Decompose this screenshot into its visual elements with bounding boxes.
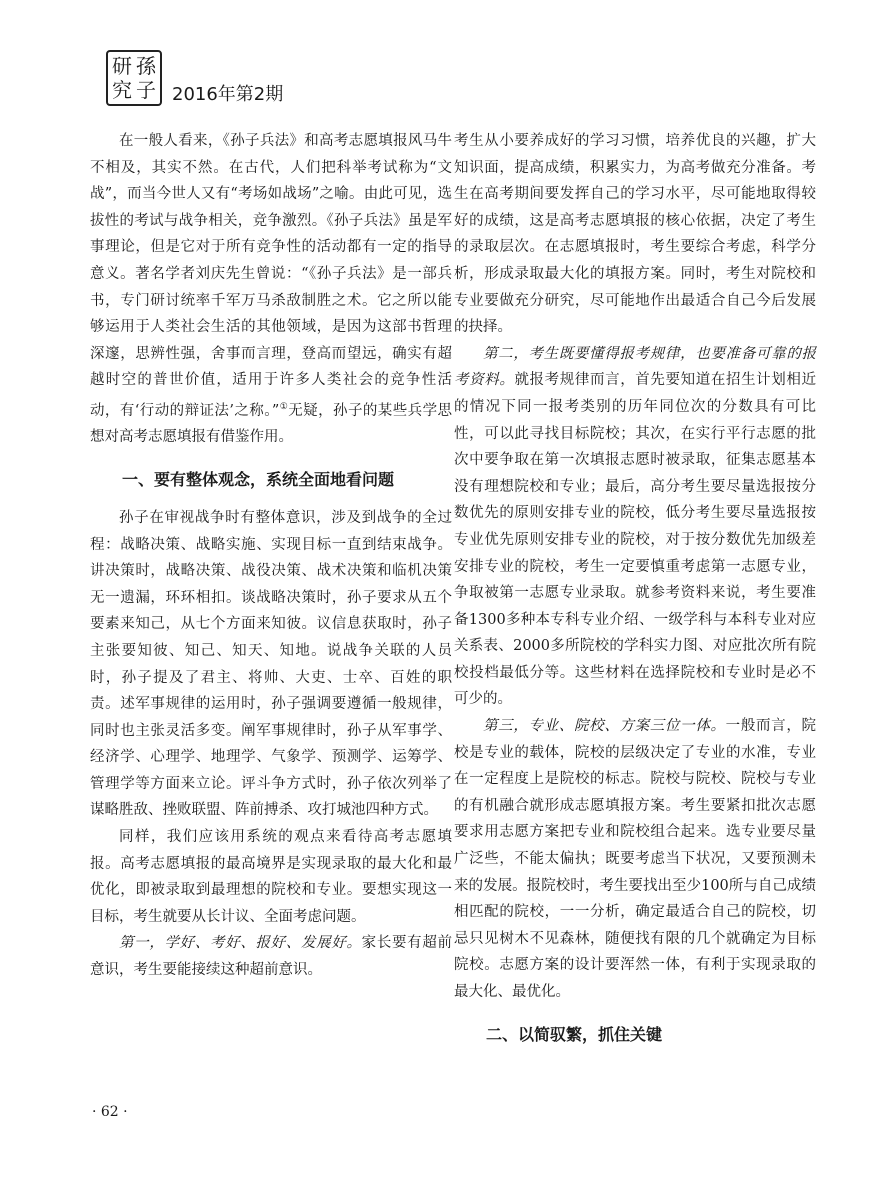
- logo-char: 究: [112, 78, 132, 102]
- paragraph: 第二，考生既要懂得报考规律，也要准备可靠的报考资料。就报考规律而言，首先要知道在招生计划相近的情况下同一报考类别的历年同位次的分数具有可比性，可以此寻找目标院校；其次，在实行平行志愿的批次中要争取在第一次填报志愿时被录取，征集志愿基本没有理想院校和专业；最后，高分考生要尽量选报按分数优先的原则安排专业的院校，低分考生要尽量选报按专业优先原则安排专业的院校，对于按分数优先加级差安排专业的院校，考生一定要慎重考虑第一志愿专业，争取被第一志愿专业录取。就参考资料来说，考生要准备1300多种本专科专业介绍、一级学科与本科专业对应关系表、2000多所院校的学科实力图、对应批次所有院校投档最低分等。这些材料在选择院校和专业时是必不可少的。: [454, 345, 817, 708]
- logo-char: 孫: [136, 54, 156, 78]
- section-heading-2: 二、以简驭繁，抓住关键: [486, 1024, 663, 1044]
- page-header: [78, 50, 818, 110]
- paragraph: 在一般人看来，《孙子兵法》和高考志愿填报风马牛不相及，其实不然。在古代，人们把科举考试称为“文战”，而当今世人又有“考场如战场”之喻。由此可见，选拔性的考试与战争相关，竞争激烈。《孙子兵法》虽是军事理论，但是它对于所有竞争性的活动都有一定的指导意义。著名学者刘庆先生曾说：“《孙子兵法》是一部兵书，专门研讨统率千军万马杀敌制胜之术。它之所以能够运用于人类社会生活的其他领域，是因为这部书哲理深邃，思辨性强，舍事而言理，登高而望远，确实有超越时空的普世价值，适用于许多人类社会的竞争性活动，有‘行动的辩证法’之称。”①无疑，孙子的某些兵学思想对高考志愿填报有借鉴作用。: [90, 133, 452, 446]
- right-column: [454, 128, 816, 1060]
- paragraph: 考生从小要养成好的学习习惯，培养优良的兴趣，扩大知识面，提高成绩，积累实力，为高考做充分准备。考生在高考期间要发挥自己的学习水平，尽可能地取得较好的成绩，这是高考志愿填报的核心依据，决定了考生的录取层次。在志愿填报时，考生要综合考虑，科学分析，形成录取最大化的填报方案。同时，考生对院校和专业要做充分研究，尽可能地作出最适合自己今后发展的抉择。: [454, 133, 816, 336]
- paragraph: 同样，我们应该用系统的观点来看待高考志愿填报。高考志愿填报的最高境界是实现录取的最大化和最优化，即被录取到最理想的院校和专业。要想实现这一目标，考生就要从长计议、全面考虑问题。: [90, 829, 452, 925]
- logo-char: 子: [136, 78, 156, 102]
- paragraph: 第三，专业、院校、方案三位一体。一般而言，院校是专业的载体，院校的层级决定了专业的水准，专业在一定程度上是院校的标志。院校与院校、院校与专业的有机融合就形成志愿填报方案。考生要紧扣批次志愿要求用志愿方案把专业和院校组合起来。选专业要尽量广泛些，不能太偏执；既要考虑当下状况，又要预测未来的发展。报院校时，考生要找出至少100所与自己成绩相匹配的院校，一一分析，确定最适合自己的院校，切忌只见树木不见森林，随便找有限的几个就确定为目标院校。志愿方案的设计要浑然一体，有利于实现录取的最大化、最优化。: [454, 718, 817, 1000]
- paragraph-lead: 第三，专业、院校、方案三位一体。: [483, 718, 726, 735]
- paragraph: 孙子在审视战争时有整体意识，涉及到战争的全过程：战略决策、战略实施、实现目标一直到结束战争。讲决策时，战略决策、战役决策、战术决策和临机决策无一遗漏，环环相扣。谈战略决策时，孙子要求从五个要素来知己，从七个方面来知彼。议信息获取时，孙子主张要知彼、知己、知天、知地。说战争关联的人员时，孙子提及了君主、将帅、大吏、士卒、百姓的职责。述军事规律的运用时，孙子强调要遵循一般规律，同时也主张灵活多变。阐军事规律时，孙子从军事学、经济学、心理学、地理学、气象学、预测学、运筹学、管理学等方面来立论。评斗争方式时，孙子依次列举了谋略胜敌、挫败联盟、阵前搏杀、攻打城池四种方式。: [90, 509, 452, 819]
- page-number: · 62 ·: [92, 1104, 128, 1120]
- footnote-marker[interactable]: ①: [279, 401, 289, 412]
- paragraph: 第一，学好、考好、报好、发展好。家长要有超前意识，考生要能接续这种超前意识。: [90, 935, 453, 979]
- logo-char: 研: [112, 54, 132, 78]
- left-column: [90, 128, 452, 984]
- paragraph-lead: 第二，考生既要懂得报考规律，也要准备可靠的报考资料。: [454, 345, 816, 389]
- issue-label: 2016年第2期: [172, 84, 284, 105]
- journal-logo: [106, 50, 162, 106]
- section-heading-1: 一、要有整体观念，系统全面地看问题: [122, 469, 395, 489]
- paragraph-lead: 第一，学好、考好、报好、发展好。: [119, 935, 362, 952]
